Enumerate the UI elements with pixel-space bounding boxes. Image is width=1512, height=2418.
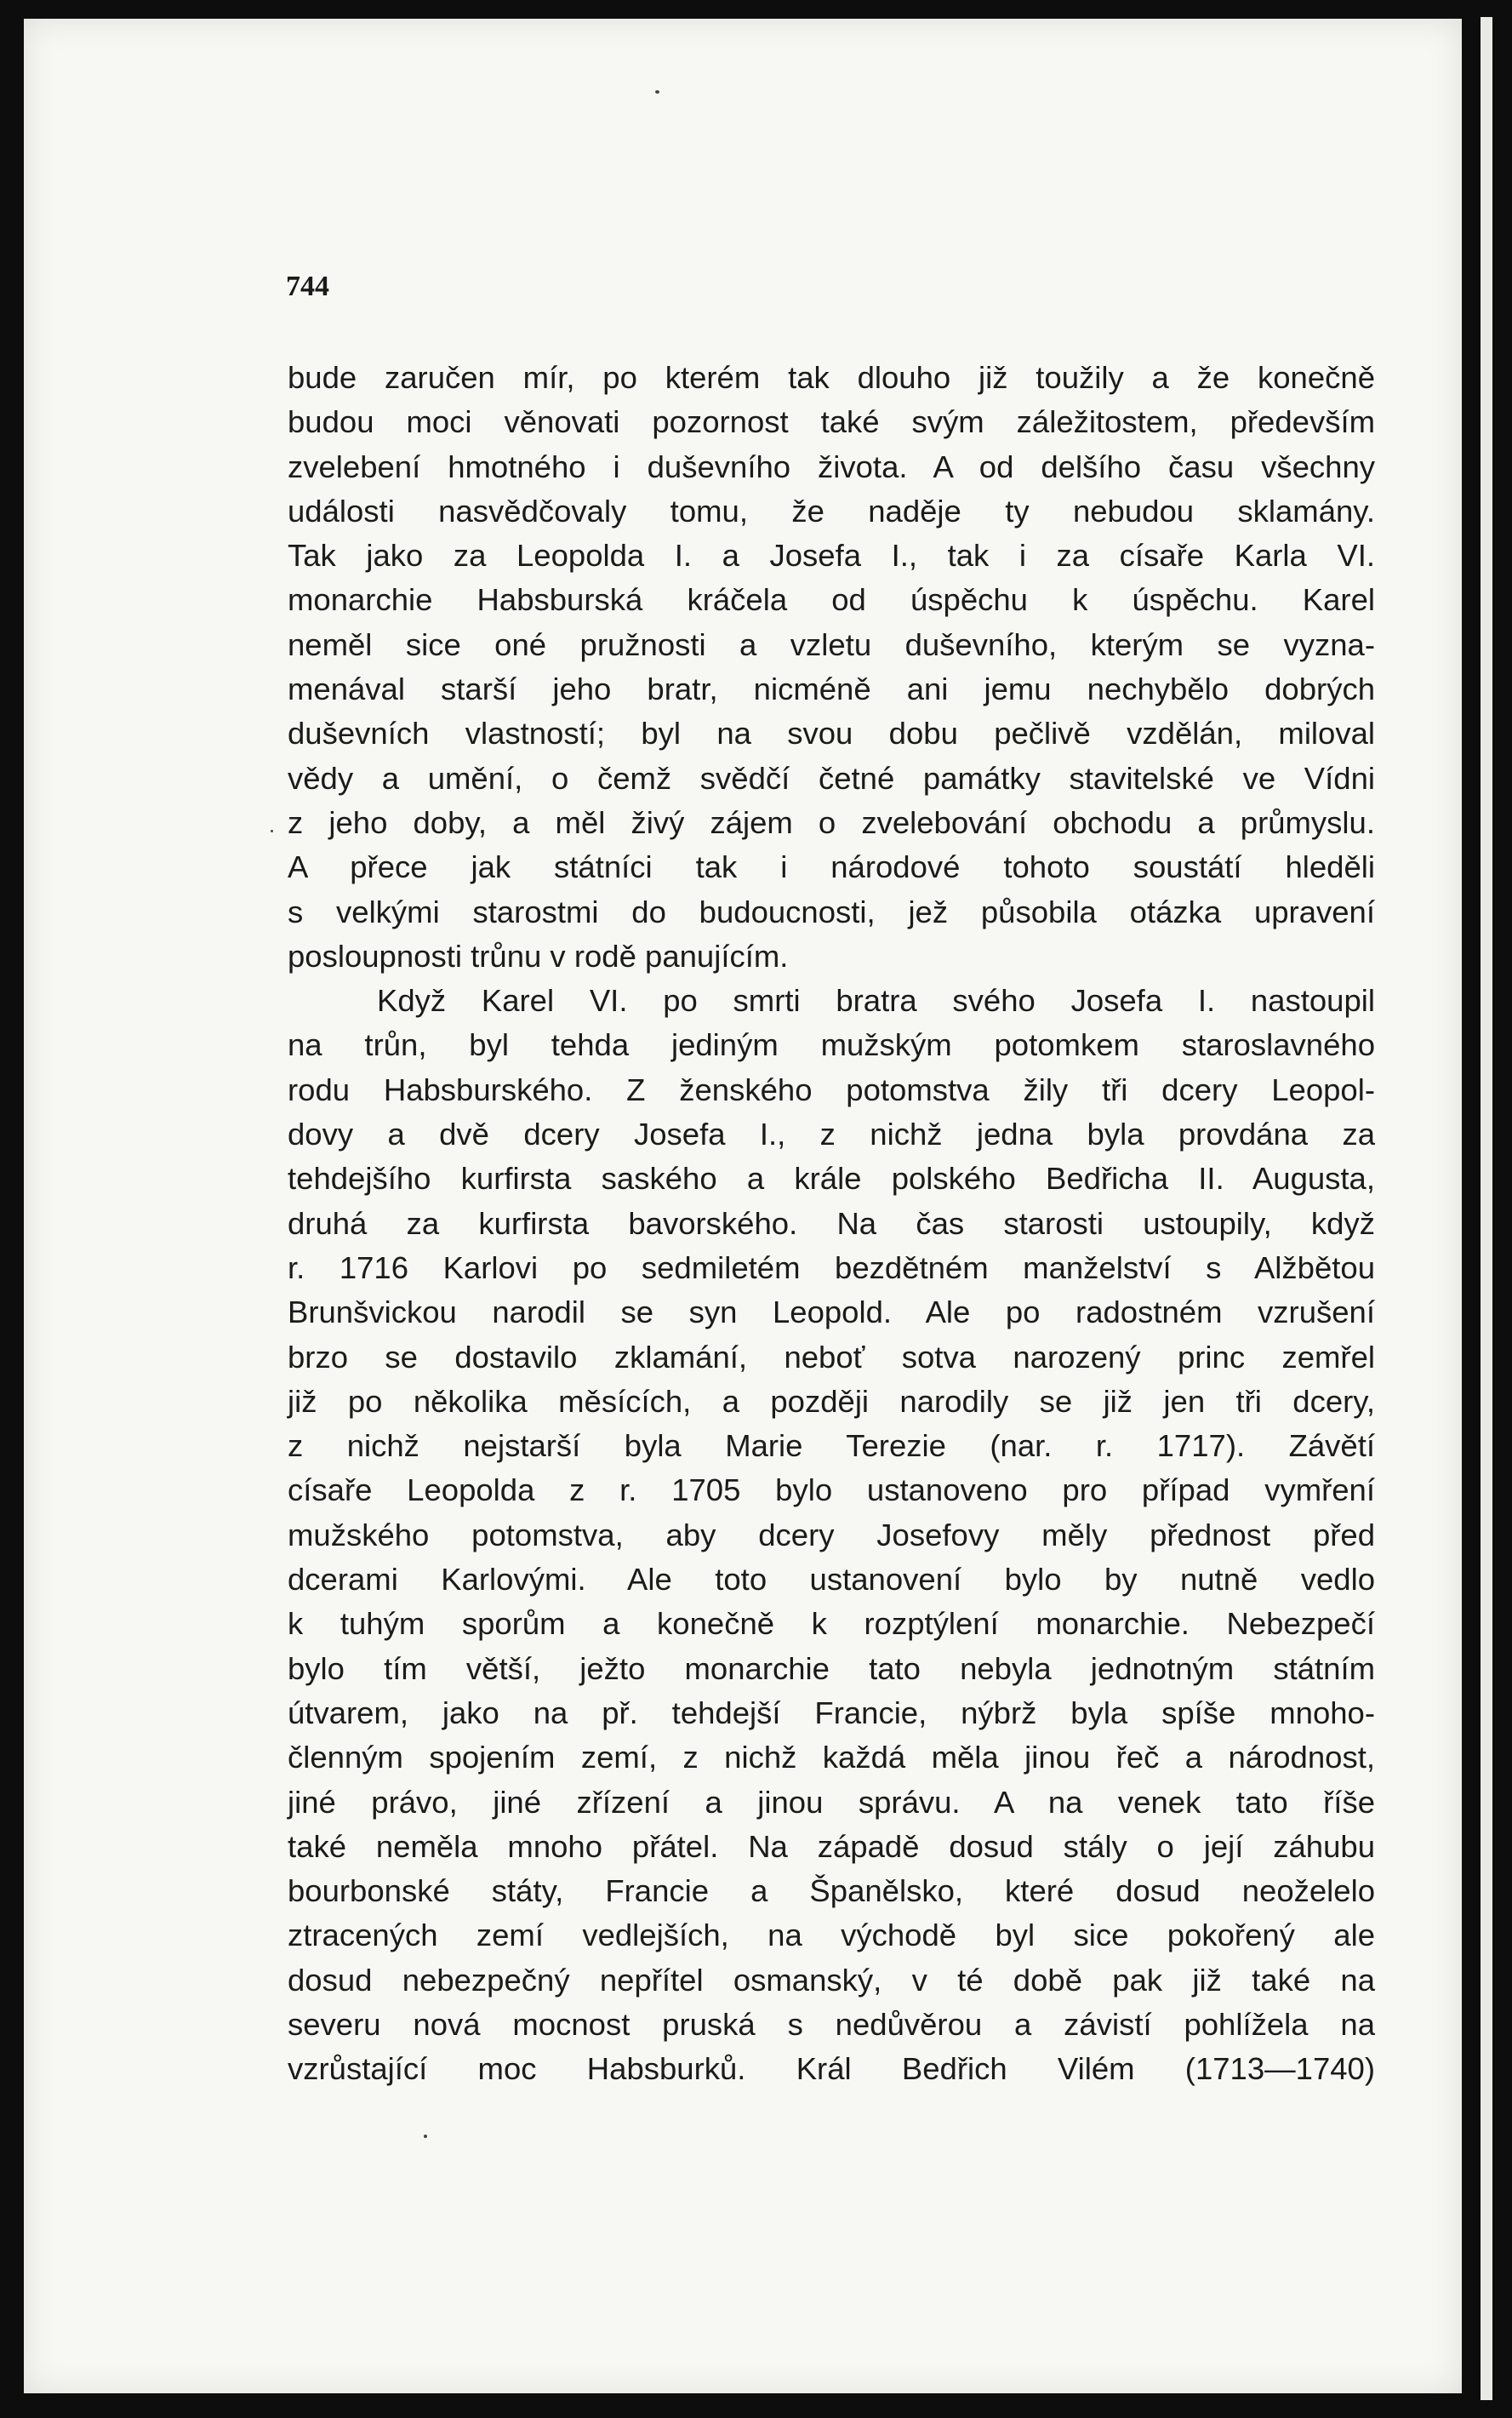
text-line: posloupnosti trůnu v rodě panujícím. — [288, 938, 789, 974]
scan-speck — [655, 90, 659, 94]
text-line: bylo tím větší, ježto monarchie tato nebyla jednotným státním — [288, 1650, 1375, 1686]
text-line: druhá za kurfirsta bavorského. Na čas starosti ustoupily, když — [288, 1205, 1375, 1241]
text-line: dovy a dvě dcery Josefa I., z nichž jedna byla provdána za — [288, 1117, 1375, 1152]
text-line: k tuhým sporům a konečně k rozptýlení monarchie. Nebezpečí — [288, 1606, 1375, 1642]
text-line: budou moci věnovati pozornost také svým záležitostem, především — [288, 404, 1375, 440]
text-line: jiné právo, jiné zřízení a jinou správu. A na venek tato říše — [288, 1784, 1375, 1820]
text-line: rodu Habsburského. Z ženského potomstva žily tři dcery Leopol- — [288, 1072, 1375, 1107]
text-line: z jeho doby, a měl živý zájem o zvelebování obchodu a průmyslu. — [288, 804, 1375, 840]
text-line: události nasvědčovaly tomu, že naděje ty nebudou sklamány. — [288, 493, 1375, 529]
text-line: členným spojením zemí, z nichž každá měla jinou řeč a národnost, — [288, 1740, 1375, 1775]
text-line: dosud nebezpečný nepřítel osmanský, v té době pak již také na — [288, 1962, 1375, 1998]
text-line: monarchie Habsburská kráčela od úspěchu k úspěchu. Karel — [288, 582, 1375, 618]
text-line: mužského potomstva, aby dcery Josefovy měly přednost před — [288, 1517, 1375, 1552]
text-line: ztracených zemí vedlejších, na východě byl sice pokořený ale — [288, 1918, 1375, 1953]
text-line: duševních vlastností; byl na svou dobu pečlivě vzdělán, miloval — [288, 716, 1375, 752]
paragraph-1 — [288, 356, 1375, 979]
text-line: Tak jako za Leopolda I. a Josefa I., tak i za císaře Karla VI. — [288, 538, 1375, 574]
scan-speck — [271, 830, 273, 832]
text-line: útvarem, jako na př. tehdejší Francie, nýbrž byla spíše mnoho- — [288, 1695, 1375, 1730]
text-line: dcerami Karlovými. Ale toto ustanovení bylo by nutně vedlo — [288, 1562, 1375, 1598]
text-line: menával starší jeho bratr, nicméně ani jemu nechybělo dobrých — [288, 672, 1375, 707]
next-page-edge — [1481, 17, 1492, 2400]
paragraph-2 — [288, 979, 1375, 2091]
text-line: r. 1716 Karlovi po sedmiletém bezdětném manželství s Alžbětou — [288, 1249, 1375, 1285]
text-line: A přece jak státníci tak i národové tohoto soustátí hleděli — [288, 849, 1375, 885]
text-line: zvelebení hmotného i duševního života. A od delšího času všechny — [288, 449, 1375, 484]
text-line: severu nová mocnost pruská s nedůvěrou a závistí pohlížela na — [288, 2006, 1375, 2042]
text-line: z nichž nejstarší byla Marie Terezie (nar. r. 1717). Závětí — [288, 1428, 1375, 1464]
text-line: bude zaručen mír, po kterém tak dlouho již toužily a že konečně — [288, 360, 1375, 395]
text-line: vzrůstající moc Habsburků. Král Bedřich Vilém (1713—1740) — [288, 2051, 1375, 2087]
text-line: císaře Leopolda z r. 1705 bylo ustanoveno pro případ vymření — [288, 1472, 1375, 1508]
page-number: 744 — [286, 271, 329, 302]
body-text — [288, 356, 1375, 2092]
text-line: na trůn, byl tehda jediným mužským potomkem staroslavného — [288, 1027, 1375, 1063]
text-line: tehdejšího kurfirsta saského a krále polského Bedřicha II. Augusta, — [288, 1161, 1375, 1197]
text-line: Brunšvickou narodil se syn Leopold. Ale po radostném vzrušení — [288, 1295, 1375, 1330]
text-line: již po několika měsících, a později narodily se již jen tři dcery, — [288, 1383, 1375, 1419]
text-line: také neměla mnoho přátel. Na západě dosud stály o její záhubu — [288, 1828, 1375, 1864]
text-line: Když Karel VI. po smrti bratra svého Josefa I. nastoupil — [377, 983, 1375, 1019]
text-line: neměl sice oné pružnosti a vzletu duševního, kterým se vyzna- — [288, 626, 1375, 662]
text-line: brzo se dostavilo zklamání, neboť sotva narozený princ zemřel — [288, 1339, 1375, 1375]
text-line: s velkými starostmi do budoucnosti, jež působila otázka upravení — [288, 894, 1375, 929]
scan-speck — [424, 2135, 427, 2138]
text-line: bourbonské státy, Francie a Španělsko, které dosud neoželelo — [288, 1873, 1375, 1909]
text-line: vědy a umění, o čemž svědčí četné památky stavitelské ve Vídni — [288, 760, 1375, 796]
